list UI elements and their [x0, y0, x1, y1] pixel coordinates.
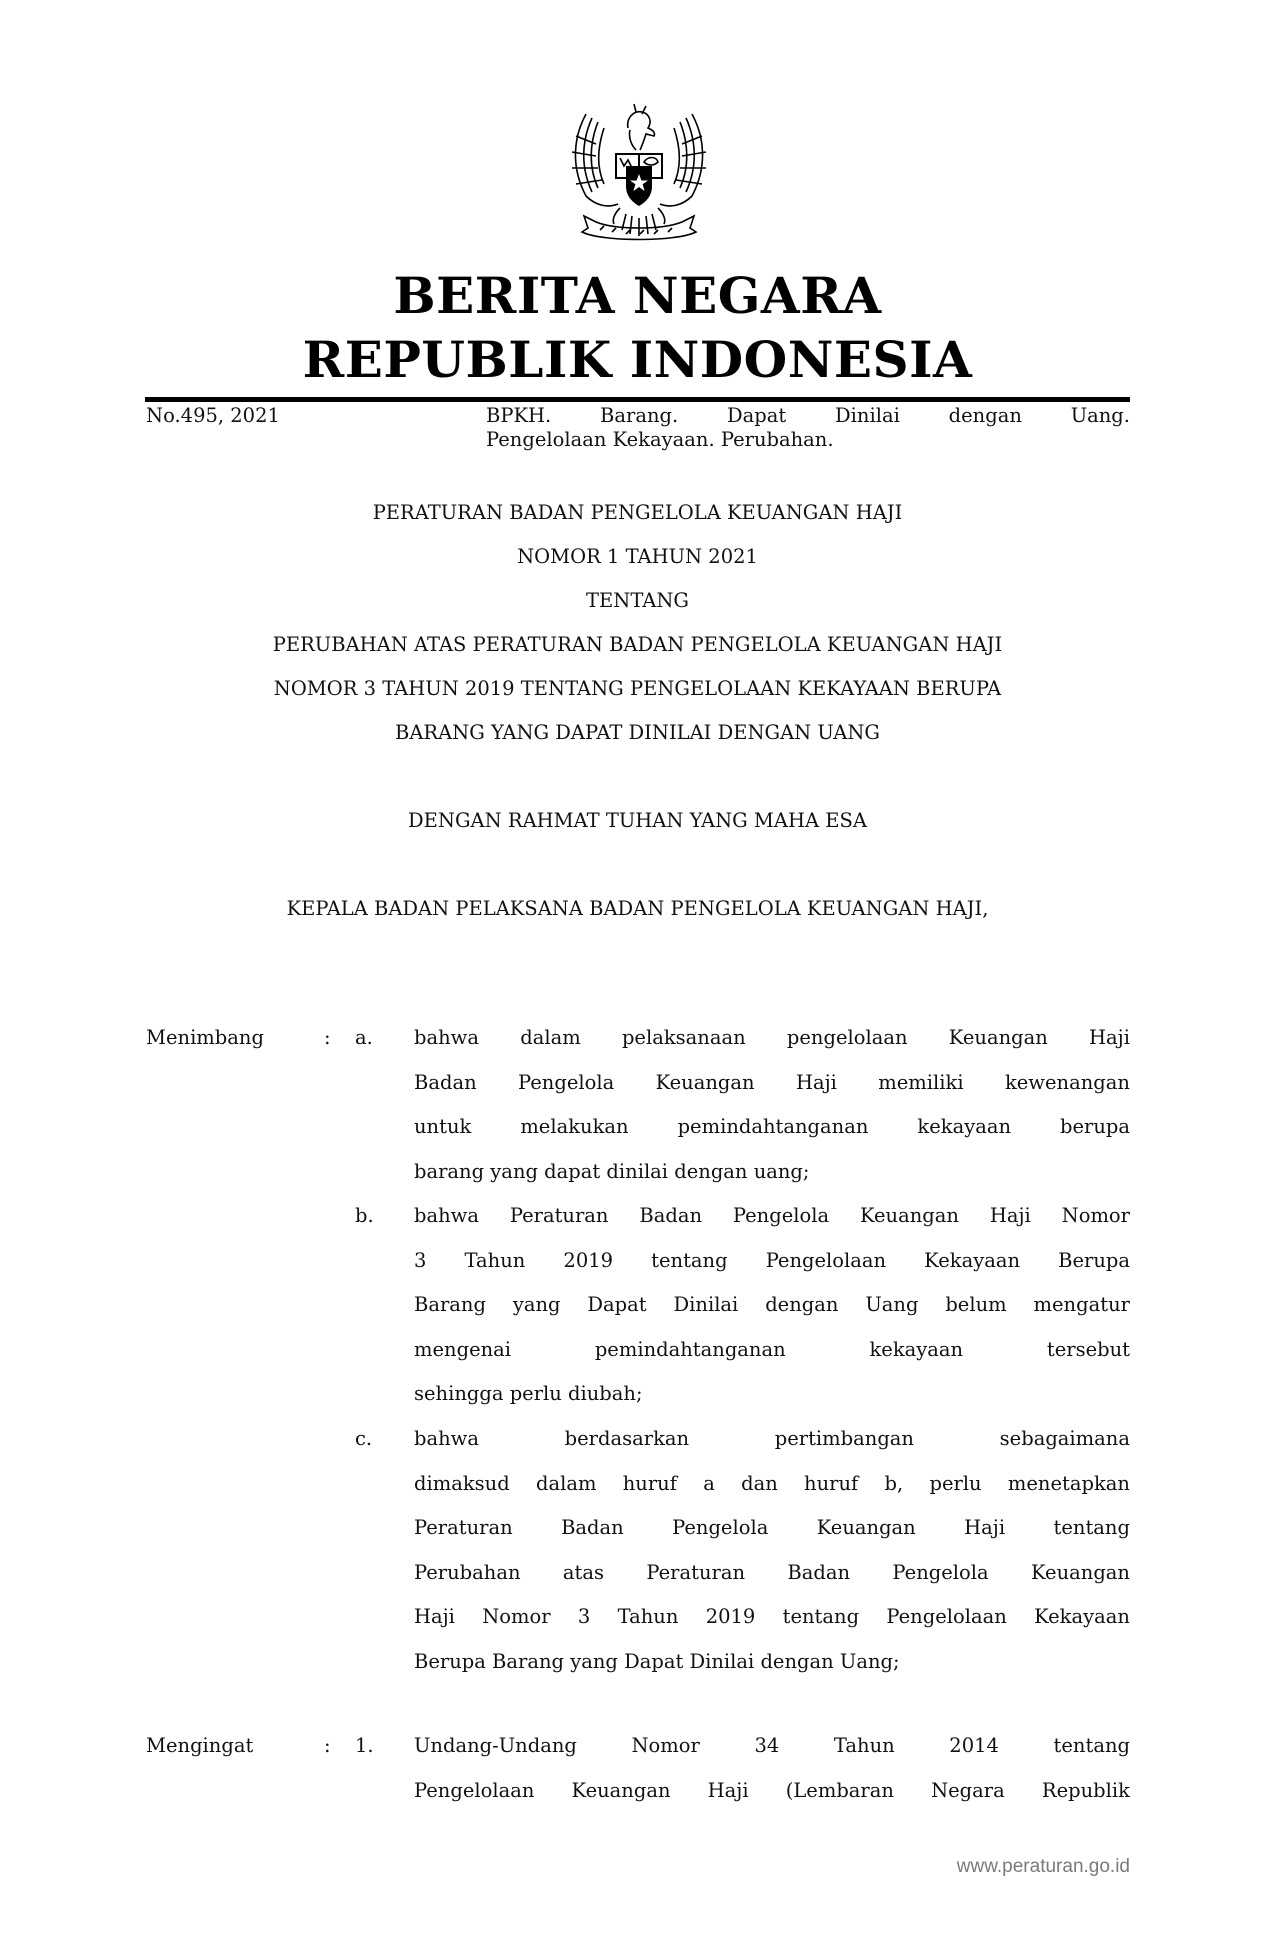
masthead-rule [145, 397, 1130, 402]
item-mark: 1. [355, 1734, 374, 1757]
item-text [414, 1426, 1130, 1693]
regulation-issuer: PERATURAN BADAN PENGELOLA KEUANGAN HAJI [372, 501, 903, 524]
text-line: Undang-Undang Nomor 34 Tahun 2014 tentang [414, 1734, 1130, 1757]
text-line: bahwa dalam pelaksanaan pengelolaan Keuangan Haji [414, 1026, 1130, 1049]
item-text [414, 1025, 1130, 1203]
text-line: bahwa berdasarkan pertimbangan sebagaimana [414, 1427, 1130, 1450]
mengingat-label: Mengingat [146, 1734, 254, 1757]
text-line: Haji Nomor 3 Tahun 2019 tentang Pengelolaan Kekayaan [414, 1605, 1130, 1628]
garuda-pancasila-emblem-icon [556, 96, 722, 254]
mengingat-colon: : [324, 1734, 331, 1757]
item-mark: a. [355, 1026, 373, 1049]
issue-topic-line-1: BPKH. Barang. Dapat Dinilai dengan Uang. [486, 404, 1130, 427]
text-line: Berupa Barang yang Dapat Dinilai dengan Uang; [414, 1649, 900, 1673]
item-mark: c. [355, 1427, 373, 1450]
item-text [414, 1203, 1130, 1426]
item-text [414, 1733, 1130, 1822]
text-line: barang yang dapat dinilai dengan uang; [414, 1159, 810, 1183]
regulation-number: NOMOR 1 TAHUN 2021 [517, 545, 758, 568]
issue-topic [486, 404, 1130, 452]
regulation-title-line-1: PERUBAHAN ATAS PERATURAN BADAN PENGELOLA KEUANGAN HAJI [272, 633, 1003, 656]
regulation-about: TENTANG [586, 589, 689, 612]
masthead-title-line-2: REPUBLIK INDONESIA [302, 330, 973, 389]
regulation-title-line-3: BARANG YANG DAPAT DINILAI DENGAN UANG [394, 721, 880, 744]
text-line: sehingga perlu diubah; [414, 1382, 643, 1405]
item-mark: b. [355, 1204, 374, 1227]
text-line: 3 Tahun 2019 tentang Pengelolaan Kekayaan Berupa [414, 1248, 1130, 1272]
masthead-title-line-1: BERITA NEGARA [393, 266, 882, 325]
regulation-authority: KEPALA BADAN PELAKSANA BADAN PENGELOLA KEUANGAN HAJI, [286, 897, 989, 920]
issue-number: No.495, 2021 [146, 404, 280, 427]
text-line: Badan Pengelola Keuangan Haji memiliki kewenangan [414, 1070, 1130, 1094]
text-line: bahwa Peraturan Badan Pengelola Keuangan Haji Nomor [414, 1204, 1130, 1227]
text-line: Pengelolaan Keuangan Haji (Lembaran Negara Republik [414, 1778, 1130, 1802]
regulation-invocation: DENGAN RAHMAT TUHAN YANG MAHA ESA [408, 809, 867, 832]
menimbang-label: Menimbang [146, 1026, 264, 1049]
regulation-title-line-2: NOMOR 3 TAHUN 2019 TENTANG PENGELOLAAN KEKAYAAN BERUPA [273, 677, 1002, 700]
text-line: Peraturan Badan Pengelola Keuangan Haji tentang [414, 1516, 1130, 1539]
text-line: untuk melakukan pemindahtanganan kekayaan berupa [414, 1115, 1130, 1138]
text-line: dimaksud dalam huruf a dan huruf b, perlu menetapkan [414, 1471, 1130, 1495]
text-line: Barang yang Dapat Dinilai dengan Uang belum mengatur [414, 1293, 1130, 1316]
text-line: Perubahan atas Peraturan Badan Pengelola Keuangan [414, 1560, 1130, 1584]
text-line: mengenai pemindahtanganan kekayaan tersebut [414, 1337, 1130, 1361]
menimbang-colon: : [324, 1026, 331, 1049]
issue-topic-line-2: Pengelolaan Kekayaan. Perubahan. [486, 428, 834, 451]
footer-website-link[interactable]: www.peraturan.go.id [956, 1856, 1130, 1877]
